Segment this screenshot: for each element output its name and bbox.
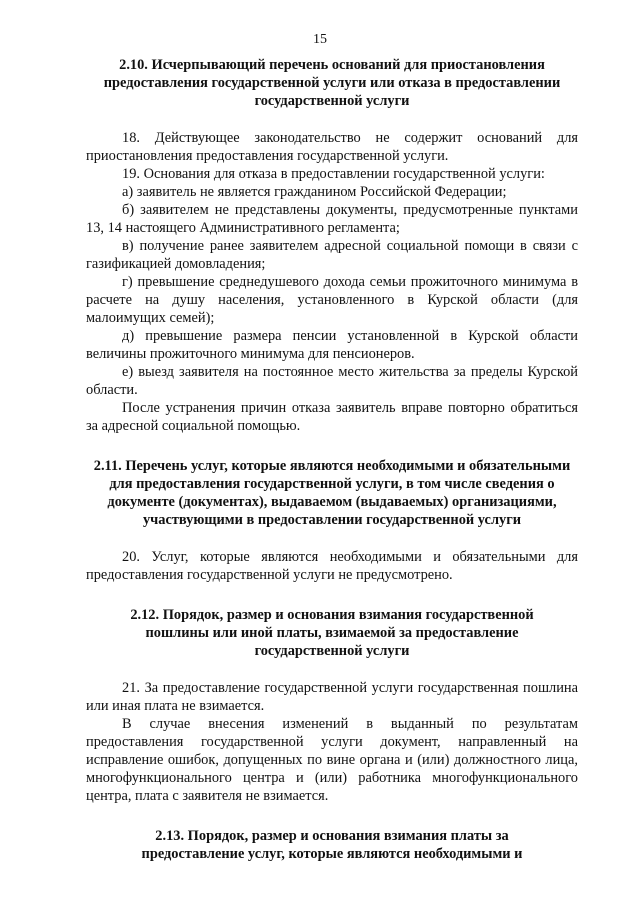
- paragraph: б) заявителем не представлены документы, предусмотренные пунктами 13, 14 настоящего Административного регламента;: [86, 202, 578, 236]
- paragraph: д) превышение размера пенсии установленной в Курской области величины прожиточного минимума для пенсионеров.: [86, 328, 578, 362]
- section-heading: 2.13. Порядок, размер и основания взимания платы за предоставление услуг, которые являются необходимыми и: [141, 828, 523, 862]
- section-2-12: [86, 606, 578, 805]
- paragraph: В случае внесения изменений в выданный по результатам предоставления государственной услуги документ, направленный на исправление ошибок, допущенных по вине органа и (или) должностного лица, многофункционального центра и (или) работника многофункционального центра, плата с заявителя не взимается.: [86, 716, 578, 804]
- section-heading: 2.11. Перечень услуг, которые являются необходимыми и обязательными для предоставления государственной услуги, в том числе сведения о документе (документах), выдаваемом (выдаваемых) организациями, участвующими в предоставлении государственной услуги: [93, 458, 571, 528]
- page-number: 15: [313, 32, 327, 47]
- paragraph: После устранения причин отказа заявитель вправе повторно обратиться за адресной социальной помощью.: [86, 400, 578, 434]
- section-heading: 2.12. Порядок, размер и основания взимания государственной пошлины или иной платы, взимаемой за предоставление государственной услуги: [130, 607, 534, 659]
- paragraph: в) получение ранее заявителем адресной социальной помощи в связи с газификацией домовладения;: [86, 238, 578, 272]
- paragraph: а) заявитель не является гражданином Российской Федерации;: [122, 184, 507, 200]
- section-2-10: [86, 56, 578, 435]
- paragraph: 19. Основания для отказа в предоставлении государственной услуги:: [122, 166, 545, 182]
- paragraph: г) превышение среднедушевого дохода семьи прожиточного минимума в расчете на душу населения, установленного в Курской области (для малоимущих семей);: [86, 274, 578, 326]
- paragraph: 18. Действующее законодательство не содержит оснований для приостановления предоставления государственной услуги.: [86, 130, 578, 164]
- paragraph: 21. За предоставление государственной услуги государственная пошлина или иная плата не взимается.: [86, 680, 578, 714]
- paragraph: 20. Услуг, которые являются необходимыми и обязательными для предоставления государственной услуги не предусмотрено.: [86, 549, 578, 583]
- section-heading: 2.10. Исчерпывающий перечень оснований для приостановления предоставления государственной услуги или отказа в предоставлении государственной услуги: [103, 57, 561, 109]
- section-2-11: [86, 457, 578, 584]
- paragraph: е) выезд заявителя на постоянное место жительства за пределы Курской области.: [86, 364, 578, 398]
- section-2-13: [86, 827, 578, 863]
- document-body: [86, 56, 578, 863]
